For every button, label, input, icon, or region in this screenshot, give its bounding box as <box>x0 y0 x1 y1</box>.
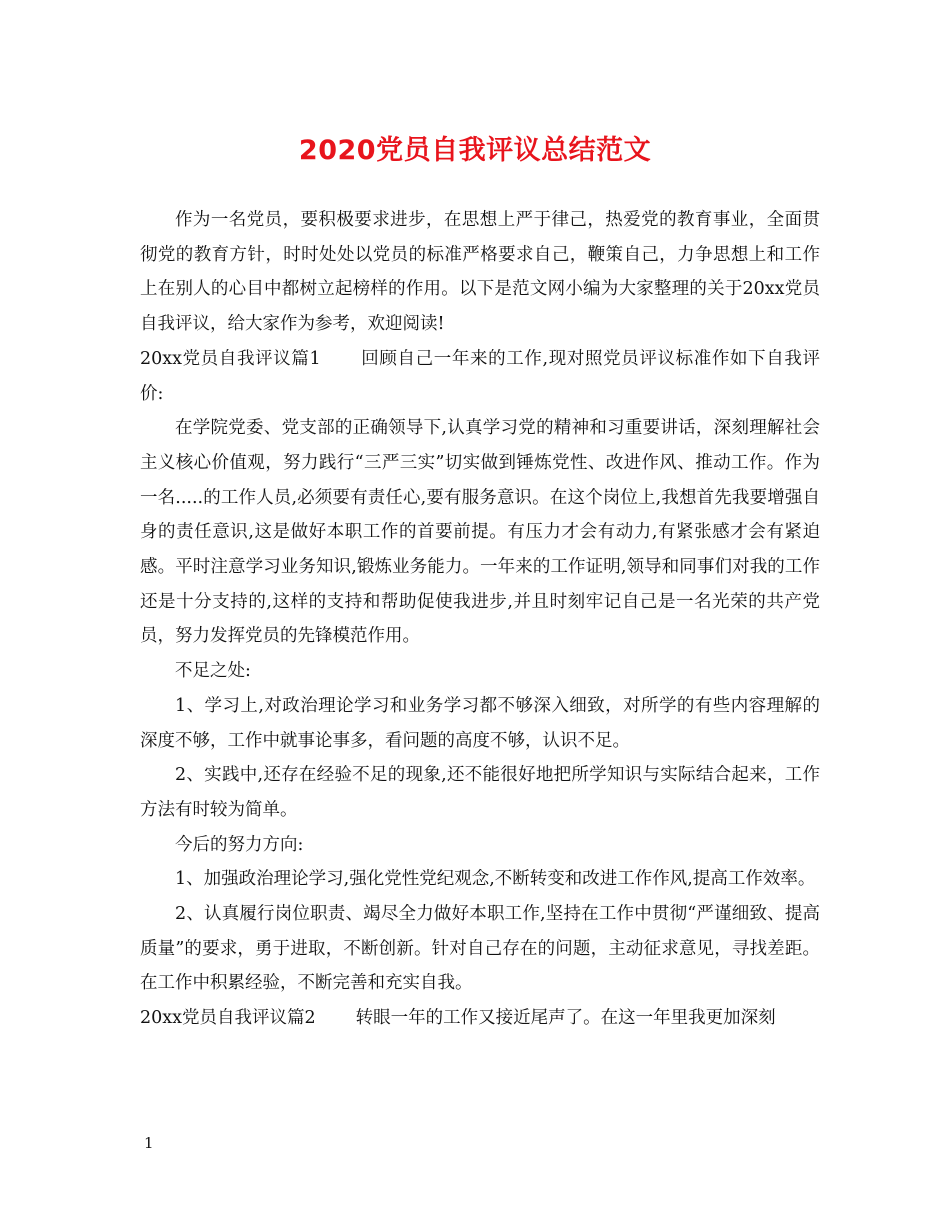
shortcoming-item-2: 2、实践中,还存在经验不足的现象,还不能很好地把所学知识与实际结合起来，工作方法有时较为简单。 <box>140 765 820 820</box>
direction-item-1: 1、加强政治理论学习,强化党性党纪观念,不断转变和改进工作作风,提高工作效率。 <box>175 869 816 890</box>
shortcomings-heading: 不足之处: <box>175 661 251 682</box>
direction-item-2: 2、认真履行岗位职责、竭尽全力做好本职工作,坚持在工作中贯彻“严谨细致、提高质量”的要求，勇于进取，不断创新。针对自己存在的问题，主动征求意见，寻找差距。在工作中积累经验，不断完善和充实自我。 <box>140 904 820 994</box>
document-body <box>140 203 820 1036</box>
shortcoming-item-1: 1、学习上,对政治理论学习和业务学习都不够深入细致，对所学的有些内容理解的深度不够，工作中就事论事多，看问题的高度不够，认识不足。 <box>140 695 820 751</box>
section-1-line <box>140 342 820 411</box>
section-1-text: 回顾自己一年来的工作,现对照党员评议标准作如下自我评价: <box>140 348 821 404</box>
section-1-heading: 20xx党员自我评议篇1 <box>140 348 321 369</box>
section-2-heading: 20xx党员自我评议篇2 <box>140 1008 316 1029</box>
section-2-line <box>140 1001 820 1036</box>
intro-paragraph: 作为一名党员，要积极要求进步，在思想上严于律己，热爱党的教育事业，全面贯彻党的教育方针，时时处处以党员的标准严格要求自己，鞭策自己，力争思想上和工作上在别人的心目中都树立起榜样的作用。以下是范文网小编为大家整理的关于20xx党员自我评议，给大家作为参考，欢迎阅读! <box>140 210 820 335</box>
document-title: 2020党员自我评议总结范文 <box>298 135 652 166</box>
body-paragraph: 在学院党委、党支部的正确领导下,认真学习党的精神和习重要讲话，深刻理解社会主义核心价值观，努力践行“三严三实”切实做到锤炼党性、改进作风、推动工作。作为一名.....的工作人员,必须要有责任心,要有服务意识。在这个岗位上,我想首先我要增强自身的责任意识,这是做好本职工作的首要前提。有压力才会有动力,有紧张感才会有紧迫感。平时注意学习业务知识,锻炼业务能力。一年来的工作证明,领导和同事们对我的工作还是十分支持的,这样的支持和帮助促使我进步,并且时刻牢记自己是一名光荣的共产党员，努力发挥党员的先锋模范作用。 <box>140 418 820 647</box>
direction-heading: 今后的努力方向: <box>175 834 304 855</box>
page-number: 1 <box>144 1134 154 1152</box>
section-2-text: 转眼一年的工作又接近尾声了。在这一年里我更加深刻 <box>355 1008 776 1029</box>
